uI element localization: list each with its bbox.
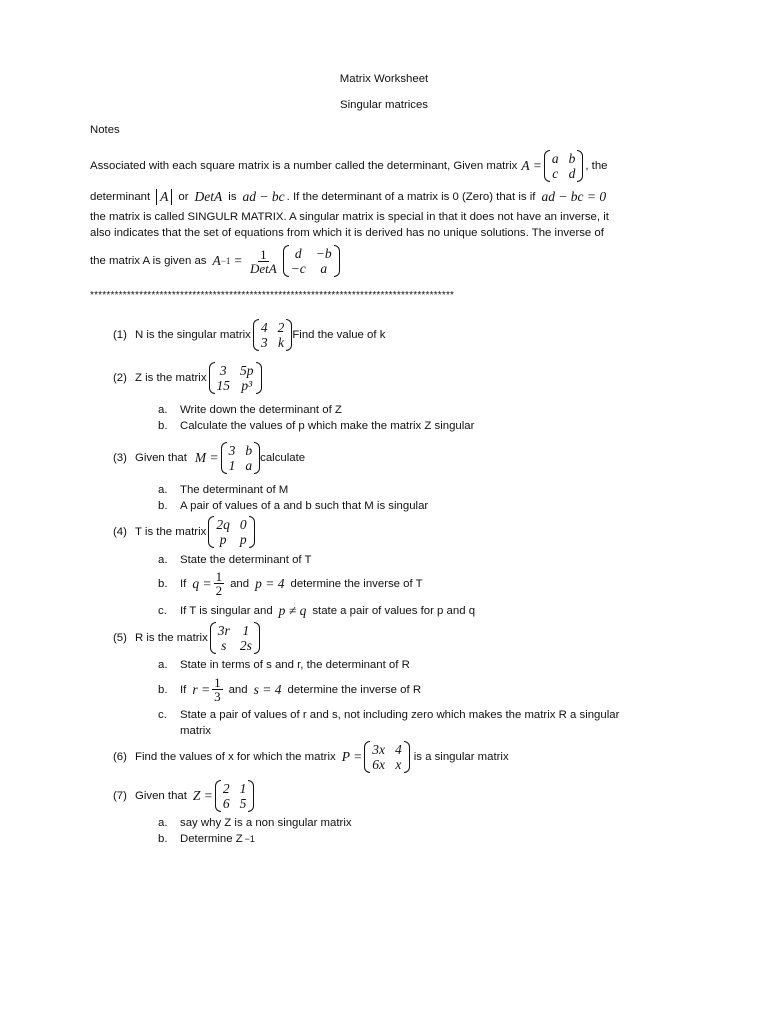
question-7: (7) Given that Z = 2 1 6 5 — [113, 780, 254, 812]
question-5a: a. State in terms of s and r, the determinant of R — [158, 659, 410, 671]
question-4c: c. If T is singular and p ≠ q state a pair of values for p and q — [158, 603, 476, 618]
notes-heading: Notes — [90, 124, 120, 136]
notes-line-2: determinant A or DetA is ad − bc . If the determinant of a matrix is 0 (Zero) that is if ad − bc = 0 — [90, 189, 607, 204]
page-title: Matrix Worksheet — [339, 73, 429, 85]
question-3a: a. The determinant of M — [158, 484, 289, 496]
question-1: (1) N is the singular matrix 4 2 3 k Find the value of k — [113, 320, 386, 350]
page-subtitle: Singular matrices — [340, 99, 428, 111]
notes-text: Associated with each square matrix is a number called the determinant, Given matrix — [90, 160, 518, 172]
question-4b: b. If q = $\frac{1}{2}$ and p = 4 determine the inverse of T — [158, 569, 423, 598]
notes-line-5: the matrix A is given as A −1 = $\frac{1}{\text{DetA}}$ d −b −c a — [90, 245, 342, 277]
abs-a: A — [156, 189, 172, 205]
fraction-1-over-deta: $\frac{1}{\text{DetA}}$ — [249, 246, 277, 276]
notes-line-4: also indicates that the set of equations from which it is derived has no unique solutions. The inverse of — [90, 227, 604, 239]
question-7a: a. say why Z is a non singular matrix — [158, 817, 352, 829]
question-2a: a. Write down the determinant of Z — [158, 404, 342, 416]
matrix-a: a b c d — [544, 150, 584, 182]
question-6: (6) Find the values of x for which the matrix P = 3x 4 6x x is a singular matrix — [113, 742, 509, 772]
question-3: (3) Given that M = 3 b 1 a calculate — [113, 443, 306, 473]
question-5c: c. State a pair of values of r and s, not including zero which makes the matrix R a singular — [158, 709, 620, 721]
math-a-eq: A = — [521, 158, 542, 173]
notes-line-1: Associated with each square matrix is a number called the determinant, Given matrix A = a b c d , the — [90, 151, 608, 181]
separator-line: ***************************************************************************************** — [90, 290, 455, 301]
question-3b: b. A pair of values of a and b such that M is singular — [158, 500, 429, 512]
question-7b: b. Determine Z −1 — [158, 833, 255, 845]
question-5b: b. If r = $\frac{1}{3}$ and s = 4 determine the inverse of R — [158, 675, 422, 704]
question-4a: a. State the determinant of T — [158, 554, 312, 566]
matrix-a-inverse: d −b −c a — [283, 245, 340, 277]
question-5: (5) R is the matrix 3r 1 s 2s — [113, 622, 260, 654]
notes-line-3: the matrix is called SINGULR MATRIX. A singular matrix is special in that it does not have an inverse, it — [90, 211, 609, 223]
question-5c-cont: matrix — [180, 725, 212, 737]
question-2b: b. Calculate the values of p which make the matrix Z singular — [158, 420, 475, 432]
question-4: (4) T is the matrix 2q 0 p p — [113, 516, 255, 548]
question-2: (2) Z is the matrix 3 5p 15 p³ — [113, 362, 262, 394]
